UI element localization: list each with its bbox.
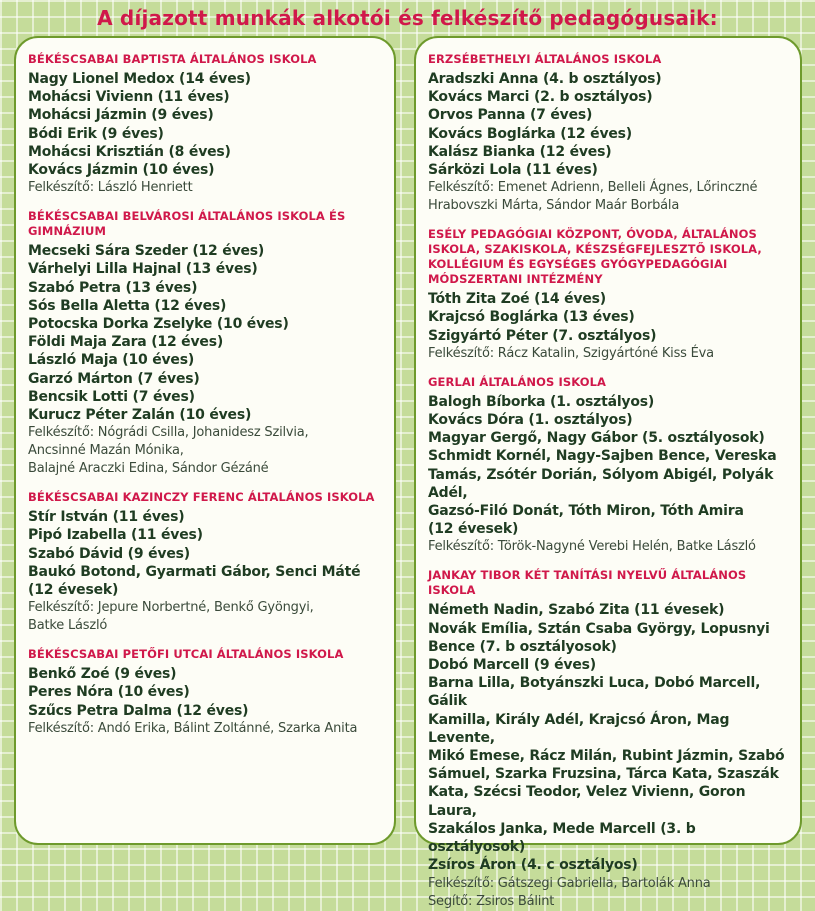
student-line: Kovács Dóra (1. osztályos) (428, 412, 633, 429)
teacher-line: Felkészítő: Rácz Katalin, Szigyártóné Kiss Éva (428, 345, 714, 361)
school-block (28, 647, 384, 738)
student-line: Benkő Zoé (9 éves) (28, 666, 177, 683)
teacher-line: Felkészítő: Jepure Norbertné, Benkő Gyöngyi, (28, 600, 314, 616)
teacher-line: Felkészítő: Andó Erika, Bálint Zoltánné, Szarka Anita (28, 720, 358, 736)
student-line: Aradszki Anna (4. b osztályos) (428, 71, 662, 87)
teacher-line: Segítő: Zsiros Bálint (428, 893, 555, 909)
student-line: László Maja (10 éves) (28, 352, 195, 369)
teacher-line: Felkészítő: Emenet Adrienn, Belleli Ágnes, Lőrinczné (428, 180, 758, 196)
school-block (428, 568, 790, 910)
school-block (428, 375, 790, 557)
student-line: Dobó Marcell (9 éves) (428, 657, 596, 674)
student-line: Mohácsi Jázmin (9 éves) (28, 107, 214, 124)
right-panel (414, 36, 802, 909)
student-line: Kurucz Péter Zalán (10 éves) (28, 407, 252, 424)
school-name: ESÉLY PEDAGÓGIAI KÖZPONT, ÓVODA, ÁLTALÁNOS ISKOLA, SZAKISKOLA, KÉSZSÉGFEJLESZTŐ ISKOLA, KOLLÉGIUM ÉS EGYSÉGES GYÓGYPEDAGÓGIAI MÓDSZERTANI INTÉZMÉNY (428, 227, 762, 287)
teacher-line: Felkészítő: Török-Nagyné Verebi Helén, Batke László (428, 539, 756, 555)
teacher-line: Felkészítő: Gátszegi Gabriella, Bartolák Anna (428, 875, 711, 891)
school-name: BÉKÉSCSABAI PETŐFI UTCAI ÁLTALÁNOS ISKOLA (28, 647, 344, 662)
student-line: Zsíros Áron (4. c osztályos) (428, 857, 638, 874)
student-line: (12 évesek) (28, 582, 119, 599)
school-block (28, 209, 384, 478)
student-line: Mecseki Sára Szeder (12 éves) (28, 243, 265, 260)
student-line: Barna Lilla, Botyánszki Luca, Dobó Marcell, Gálik (428, 675, 761, 710)
student-line: Szűcs Petra Dalma (12 éves) (28, 702, 249, 719)
school-block (428, 52, 790, 215)
student-line: Magyar Gergő, Nagy Gábor (5. osztályosok) (428, 430, 765, 447)
student-line: Bódi Erik (9 éves) (28, 125, 164, 142)
student-line: Kovács Jázmin (10 éves) (28, 162, 215, 179)
student-line: Sárközi Lola (11 éves) (428, 162, 598, 179)
student-line: Sámuel, Szarka Fruzsina, Tárca Kata, Szaszák (428, 766, 779, 783)
student-line: Kovács Boglárka (12 éves) (428, 125, 632, 142)
school-name: BÉKÉSCSABAI BELVÁROSI ÁLTALÁNOS ISKOLA ÉS GIMNÁZIUM (28, 209, 346, 239)
student-line: Mohácsi Vivienn (11 éves) (28, 89, 230, 106)
teacher-line: Balajné Araczki Edina, Sándor Gézáné (28, 461, 269, 477)
student-line: Tóth Zita Zoé (14 éves) (428, 291, 606, 308)
student-line: Földi Maja Zara (12 éves) (28, 334, 224, 351)
student-line: Garzó Márton (7 éves) (28, 370, 200, 387)
student-line: Stír István (11 éves) (28, 509, 185, 526)
student-line: Peres Nóra (10 éves) (28, 684, 190, 701)
student-line: Mohácsi Krisztián (8 éves) (28, 143, 231, 160)
student-line: Bencsik Lotti (7 éves) (28, 388, 195, 405)
student-line: Várhelyi Lilla Hajnal (13 éves) (28, 261, 258, 278)
student-line: Szabó Petra (13 éves) (28, 279, 198, 296)
student-line: Szakálos Janka, Mede Marcell (3. b osztályosok) (428, 820, 696, 856)
student-line: Németh Nadin, Szabó Zita (11 évesek) (428, 602, 725, 619)
student-line: Kovács Marci (2. b osztályos) (428, 89, 653, 106)
teacher-line: Batke László (28, 618, 108, 634)
school-name: BÉKÉSCSABAI KAZINCZY FERENC ÁLTALÁNOS ISKOLA (28, 490, 375, 505)
student-line: Kamilla, Király Adél, Krajcsó Áron, Mag Levente, (428, 711, 730, 746)
student-line: Schmidt Kornél, Nagy-Sajben Bence, Vereska (428, 448, 777, 465)
left-panel (14, 36, 396, 845)
school-block (28, 52, 384, 197)
student-line: Szabó Dávid (9 éves) (28, 545, 190, 562)
student-line: Bence (7. b osztályosok) (428, 638, 617, 655)
student-line: Mikó Emese, Rácz Milán, Rubint Jázmin, Szabó (428, 748, 785, 765)
student-line: Gazsó-Filó Donát, Tóth Miron, Tóth Amira (428, 503, 744, 520)
school-name: JANKAY TIBOR KÉT TANÍTÁSI NYELVŰ ÁLTALÁNOS ISKOLA (428, 568, 747, 598)
page-heading: A díjazott munkák alkotói és felkészítő pedagógusaik: (97, 6, 718, 30)
student-line: Orvos Panna (7 éves) (428, 107, 593, 124)
student-line: Kata, Szécsi Teodor, Velez Vivienn, Goron Laura, (428, 784, 746, 819)
school-block (428, 227, 790, 363)
student-line: Szigyártó Péter (7. osztályos) (428, 327, 657, 344)
student-line: Krajcsó Boglárka (13 éves) (428, 309, 635, 326)
student-line: Nagy Lionel Medox (14 éves) (28, 71, 251, 87)
student-line: Balogh Bíborka (1. osztályos) (428, 393, 655, 410)
student-line: Baukó Botond, Gyarmati Gábor, Senci Máté (28, 563, 361, 580)
school-name: BÉKÉSCSABAI BAPTISTA ÁLTALÁNOS ISKOLA (28, 52, 317, 66)
student-line: Sós Bella Aletta (12 éves) (28, 297, 227, 314)
student-line: Novák Emília, Sztán Csaba György, Lopusnyi (428, 620, 770, 637)
student-line: Potocska Dorka Zselyke (10 éves) (28, 316, 289, 333)
student-line: Pipó Izabella (11 éves) (28, 527, 203, 544)
teacher-line: Felkészítő: Nógrádi Csilla, Johanidesz Szilvia, (28, 425, 309, 441)
school-name: GERLAI ÁLTALÁNOS ISKOLA (428, 374, 607, 389)
teacher-line: Ancsinné Mazán Mónika, (28, 443, 184, 459)
school-name: ERZSÉBETHELYI ÁLTALÁNOS ISKOLA (428, 52, 662, 66)
student-line: Kalász Bianka (12 éves) (428, 143, 612, 160)
teacher-line: Felkészítő: László Henriett (28, 180, 193, 196)
student-line: Tamás, Zsótér Dorián, Sólyom Abigél, Polyák Adél, (428, 466, 774, 501)
school-block (28, 490, 384, 635)
student-line: (12 évesek) (428, 521, 519, 538)
teacher-line: Hrabovszki Márta, Sándor Maár Borbála (428, 198, 680, 214)
